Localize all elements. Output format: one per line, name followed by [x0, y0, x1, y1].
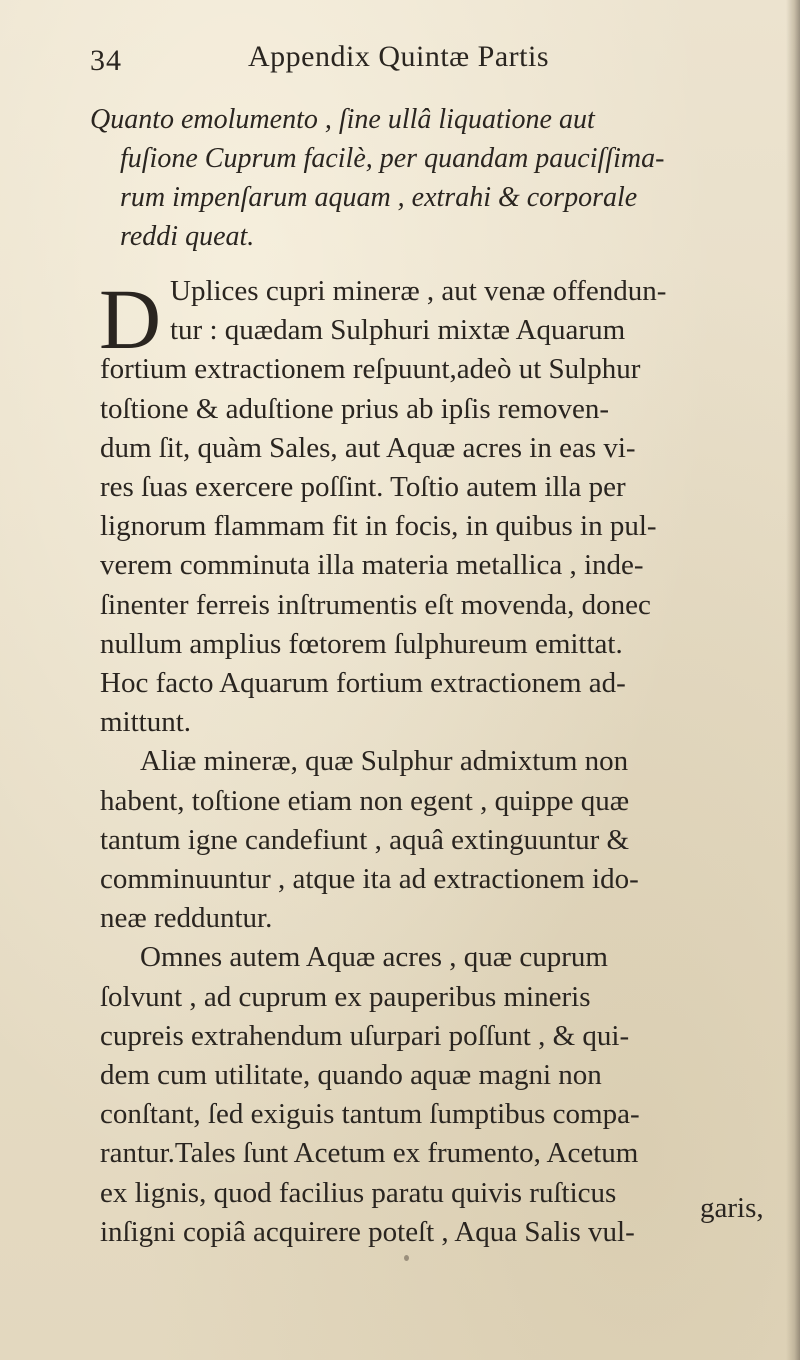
- text-line: lignorum flammam fit in focis, in quibus in pul-: [100, 510, 657, 543]
- text-line: ex lignis, quod facilius paratu quivis ruſticus: [100, 1176, 617, 1209]
- page-number: 34: [90, 44, 122, 77]
- text-line: inſigni copiâ acquirere poteſt , Aqua Salis vul-: [100, 1215, 635, 1248]
- body-text: [100, 272, 790, 1252]
- text-line: mittunt.: [100, 706, 192, 739]
- heading-line: Quanto emolumento , ſine ullâ liquatione aut: [90, 104, 595, 135]
- text-line: ſolvunt , ad cuprum ex pauperibus mineris: [100, 980, 591, 1013]
- section-heading: [90, 100, 780, 256]
- text-line: cupreis extrahendum uſurpari poſſunt , & qui-: [100, 1019, 630, 1052]
- text-line: tantum igne candefiunt , aquâ extinguuntur &: [100, 823, 630, 856]
- text-line: toſtione & aduſtione prius ab ipſis removen-: [100, 392, 610, 425]
- text-line: Aliæ mineræ, quæ Sulphur admixtum non: [140, 745, 629, 778]
- running-head: Appendix Quintæ Partis: [248, 40, 549, 73]
- text-line: comminuuntur , atque ita ad extractionem ido-: [100, 863, 639, 896]
- catchword: garis,: [700, 1192, 764, 1224]
- text-line: dem cum utilitate, quando aquæ magni non: [100, 1059, 602, 1092]
- text-line: Hoc facto Aquarum fortium extractionem ad-: [100, 667, 626, 700]
- heading-line: reddi queat.: [120, 221, 255, 252]
- text-line: neæ redduntur.: [100, 902, 273, 935]
- text-line: verem comminuta illa materia metallica , inde-: [100, 549, 644, 582]
- ink-spot: [404, 1255, 409, 1261]
- drop-cap: D: [99, 271, 162, 367]
- text-line: rantur.Tales ſunt Acetum ex frumento, Acetum: [100, 1137, 639, 1170]
- text-line: fortium extractionem reſpuunt,adeò ut Sulphur: [100, 353, 641, 386]
- heading-line: rum impenſarum aquam , extrahi & corporale: [120, 182, 638, 213]
- heading-line: fuſione Cuprum facilè, per quandam pauciſſima-: [120, 143, 665, 174]
- text-line: res ſuas exercere poſſint. Toſtio autem illa per: [100, 471, 626, 504]
- text-line: ſinenter ferreis inſtrumentis eſt movenda, donec: [100, 588, 651, 621]
- text-line: dum ſit, quàm Sales, aut Aquæ acres in eas vi-: [100, 431, 636, 464]
- text-line: habent, toſtione etiam non egent , quippe quæ: [100, 784, 630, 817]
- text-line: conſtant, ſed exiguis tantum ſumptibus compa-: [100, 1098, 640, 1131]
- text-line: Omnes autem Aquæ acres , quæ cuprum: [140, 941, 608, 974]
- text-line: nullum amplius fœtorem ſulphureum emittat.: [100, 627, 623, 660]
- text-line: Uplices cupri mineræ , aut venæ offendun-: [170, 275, 667, 307]
- text-line: tur : quædam Sulphuri mixtæ Aquarum: [170, 314, 626, 347]
- page-header: [90, 40, 650, 80]
